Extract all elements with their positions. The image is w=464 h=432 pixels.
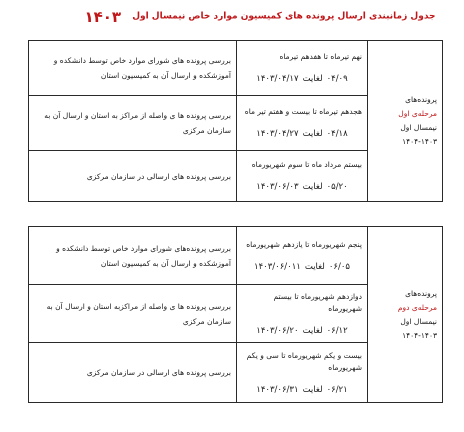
start-date: ۰۶/۱۲: [326, 325, 348, 336]
date-values: [242, 384, 362, 396]
end-date: ۱۴۰۳/۰۶/۰۱۱: [254, 261, 301, 272]
start-date: ۰۴/۱۸: [326, 129, 348, 139]
date-cell: [237, 41, 368, 96]
title-year: ۱۴۰۳: [84, 7, 122, 26]
end-date: ۱۴۰۳/۰۴/۲۷: [256, 129, 299, 139]
start-date: ۰۵/۲۰: [326, 182, 348, 192]
until-label: لغایت: [302, 74, 323, 84]
end-date: ۱۴۰۳/۰۶/۳۱: [256, 384, 299, 395]
title-text: جدول زمانبندی ارسال پرونده های کمیسیون موارد خاص نیمسال اول: [132, 11, 436, 22]
until-label: لغایت: [302, 129, 323, 139]
end-date: ۱۴۰۳/۰۶/۰۳: [256, 182, 299, 192]
date-range-text: بیستم مرداد ماه تا سوم شهریورماه: [251, 160, 362, 169]
phase-year: ۱۴۰۴-۱۴۰۳: [402, 330, 437, 340]
table-row: [29, 227, 443, 285]
date-cell: [237, 151, 368, 202]
end-date: ۱۴۰۳/۰۶/۲۰: [256, 325, 299, 336]
end-date: ۱۴۰۳/۰۴/۱۷: [256, 74, 299, 84]
date-range-text: پنجم شهریورماه تا یازدهم شهریورماه: [246, 239, 362, 249]
description-cell: بررسی پرونده‌های شورای موارد خاص توسط دانشکده و آموزشکده و ارسال آن به کمیسیون استان: [29, 227, 237, 285]
description-cell: بررسی پرونده ها ی واصله از مراکز به استان و ارسال آن به سازمان مرکزی: [29, 96, 237, 151]
phase-semester: نیمسال اول: [400, 123, 437, 132]
date-values: [242, 128, 362, 140]
description-cell: بررسی پرونده های ارسالی در سازمان مرکزی: [29, 343, 237, 403]
date-cell: [237, 285, 368, 343]
date-range-text: هجدهم تیرماه تا بیست و هفتم تیر ماه: [244, 107, 362, 116]
phase-stage: مرحله‌ی دوم: [397, 302, 437, 312]
phase-line: پرونده‌های: [405, 95, 437, 104]
description-cell: بررسی پرونده های شورای موارد خاص توسط دانشکده و آموزشکده و ارسال آن به کمیسیون استان: [29, 41, 237, 96]
until-label: لغایت: [302, 325, 323, 336]
table-row: [29, 41, 443, 96]
date-range-text: نهم تیرماه تا هفدهم تیرماه: [279, 52, 362, 61]
start-date: ۰۴/۰۹: [326, 74, 348, 84]
description-cell: بررسی پرونده ها ی واصله از مراکزبه استان و ارسال آن به سازمان مرکزی: [29, 285, 237, 343]
phase-year: ۱۴۰۴-۱۴۰۳: [402, 137, 437, 146]
date-cell: [237, 343, 368, 403]
phase-cell: [368, 41, 443, 202]
until-label: لغایت: [302, 182, 323, 192]
date-values: [242, 261, 362, 273]
phase-stage: مرحله‌ی اول: [398, 109, 437, 118]
document-title: [60, 6, 460, 28]
date-range-text: دوازدهم شهریورماه تا بیستم شهریورماه: [273, 291, 362, 313]
schedule-table-phase-1: [28, 40, 443, 202]
date-cell: [237, 96, 368, 151]
phase-cell: [368, 227, 443, 403]
schedule-table-phase-2: [28, 226, 443, 403]
date-cell: [237, 227, 368, 285]
start-date: ۰۶/۲۱: [326, 384, 348, 395]
description-cell: بررسی پرونده های ارسالی در سازمان مرکزی: [29, 151, 237, 202]
date-range-text: بیست و یکم شهریورماه تا سی و یکم شهریورماه: [246, 350, 362, 372]
until-label: لغایت: [302, 384, 323, 395]
date-values: [242, 73, 362, 85]
date-values: [242, 181, 362, 193]
start-date: ۰۶/۰۵: [328, 261, 350, 272]
phase-semester: نیمسال اول: [400, 316, 437, 326]
date-values: [242, 325, 362, 337]
phase-line: پرونده‌های: [405, 288, 437, 298]
until-label: لغایت: [304, 261, 325, 272]
